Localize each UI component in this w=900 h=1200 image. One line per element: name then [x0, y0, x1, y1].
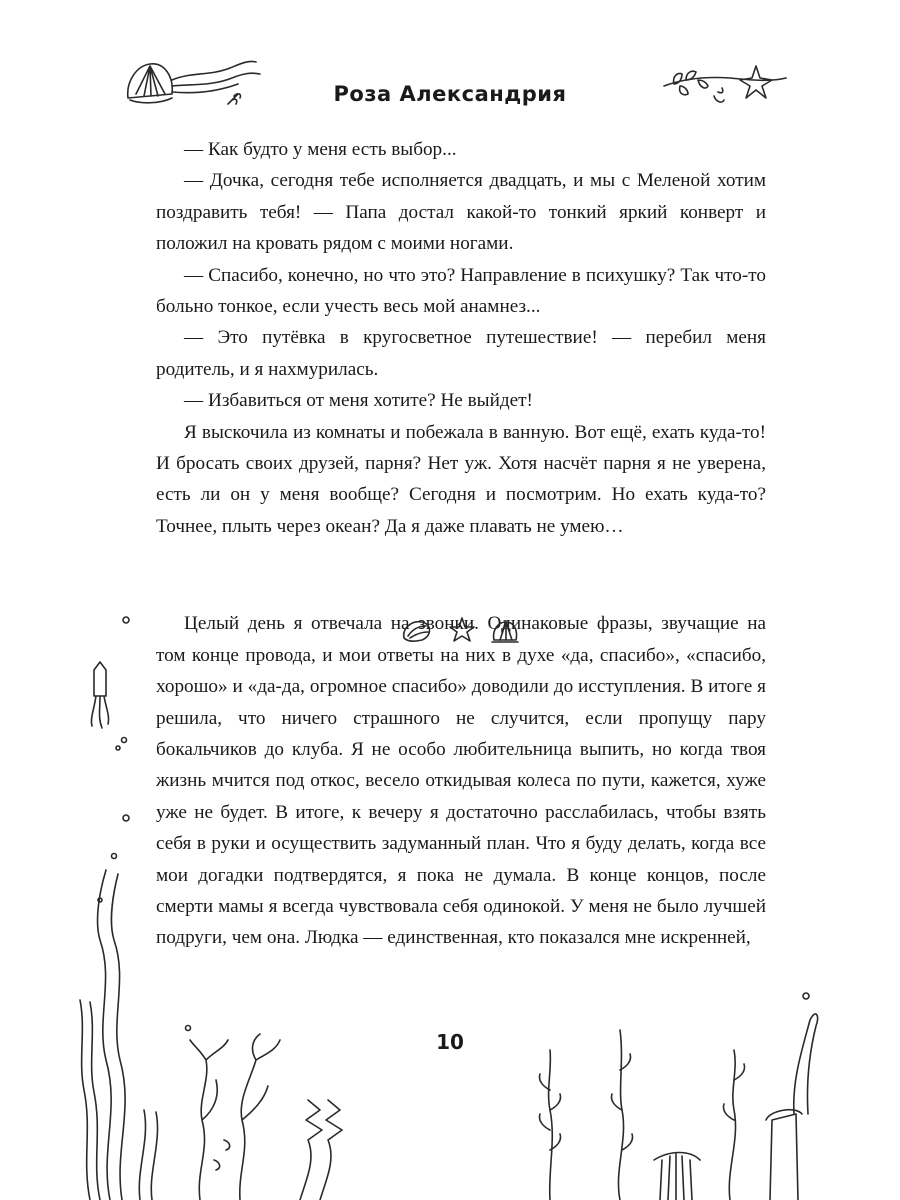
paragraph: — Спасибо, конечно, но что это? Направление в психушку? Так что-то больно тонкое, если учесть весь мой анамнез... [156, 264, 766, 318]
page-number: 10 [436, 1030, 464, 1054]
scallop-icon [490, 618, 520, 644]
shell-icon [400, 618, 434, 644]
paragraph: — Это путёвка в кругосветное путешествие! — перебил меня родитель, и я нахмурилась. [156, 327, 766, 380]
starfish-branch-icon [660, 56, 790, 112]
paragraph: — Избавиться от меня хотите? Не выйдет! [184, 390, 533, 412]
paragraph: — Дочка, сегодня тебе исполняется двадцать, и мы с Меленой хотим поздравить тебя! — Папа достал какой-то тонкий яркий конверт и положил на кровать рядом с моими ногами. [156, 170, 766, 255]
paragraph: Я выскочила из комнаты и побежала в ванную. Вот ещё, ехать куда-то! И бросать своих друзей, парня? Нет уж. Хотя насчёт парня я не уверена, есть ли он у меня вообще? Сегодня и посмотрим. Но ехать куда-то? Точнее, плыть через океан? Да я даже плавать не умею… [156, 421, 766, 537]
body-text [156, 134, 766, 954]
text-block-after-divider [156, 608, 766, 953]
running-header [0, 60, 900, 120]
starfish-icon [448, 616, 476, 644]
squid-icon [76, 600, 136, 840]
running-head-title: Роза Александрия [333, 82, 567, 106]
seaweed-left-icon [70, 850, 190, 1200]
paragraph: Целый день я отвечала на звонки. Одинаковые фразы, звучащие на том конце провода, и мои ответы на них в духе «да, спасибо», «спасибо, хорошо» и «да-да, огромное спасибо» доводили до исступления. В итоге я решила, что ничего страшного не случится, если пропущу пару бокальчиков до клуба. Я не особо любительница выпить, но когда твоя жизнь мчится под откос, весело откидывая колеса по пути, кажется, хуже уже не будет. В итоге, к вечеру я достаточно расслабилась, чтобы взять себя в руки и осуществить задуманный план. Что я буду делать, когда все мои догадки подтвердятся, я пока не думала. В конце концов, после смерти мамы я всегда чувствовала себя одинокой. У меня не было лучшей подруги, чем она. Людка — единственная, кто показался мне искренней, [156, 613, 766, 949]
paragraph: — Как будто у меня есть выбор... [184, 139, 457, 160]
